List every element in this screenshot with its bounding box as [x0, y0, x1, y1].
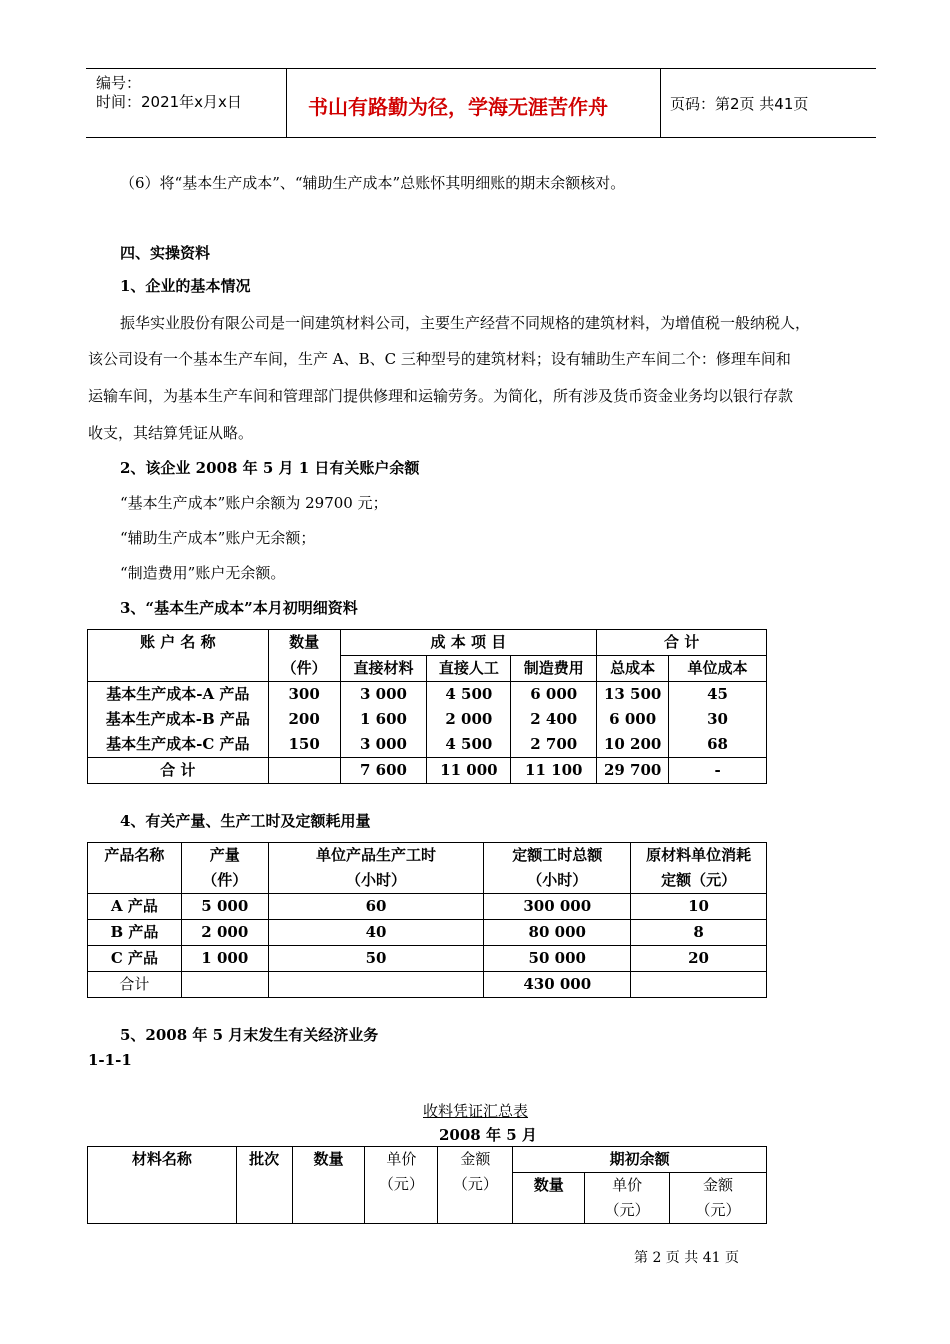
cell: 300 — [268, 682, 340, 708]
header-total-cost: 总成本 — [597, 656, 669, 682]
table-row — [88, 894, 767, 920]
balance-line: “辅助生产成本”账户无余额； — [120, 529, 316, 547]
header-material-quota-unit: 定额（元） — [631, 868, 767, 894]
balance-line: “基本生产成本”账户余额为 29700 元； — [120, 494, 388, 512]
header-amount-label: 金额 — [460, 1150, 491, 1168]
cell: 45 — [669, 682, 767, 708]
header-price — [365, 1147, 438, 1224]
header-total-hours-unit: （小时） — [484, 868, 631, 894]
cell: 6 000 — [511, 682, 597, 708]
table-row — [88, 732, 767, 758]
cell: 4 500 — [427, 682, 511, 708]
voucher-code: 1-1-1 — [88, 1051, 132, 1069]
document-time: 时间：2021年x月x日 — [96, 93, 242, 111]
cell: 基本生产成本-B 产品 — [88, 707, 269, 732]
section-4-heading: 四、实操资料 — [120, 244, 211, 262]
header-amount-unit: （元） — [452, 1175, 498, 1193]
header-total: 合 计 — [597, 630, 767, 656]
header-opening-qty: 数量 — [513, 1173, 585, 1224]
header-opening-balance: 期初余额 — [513, 1147, 767, 1173]
cell: - — [669, 758, 767, 784]
header-opening-amount — [670, 1173, 767, 1224]
header-qty: 数量 — [292, 1147, 365, 1224]
header-amount — [438, 1147, 513, 1224]
cell: 6 000 — [597, 707, 669, 732]
header-page-info: 页码：第2页 共41页 — [670, 95, 809, 113]
header-opening-price-label: 单价 — [612, 1176, 643, 1194]
header-total-hours: 定额工时总额 — [484, 843, 631, 869]
header-opening-amount-label: 金额 — [703, 1176, 734, 1194]
cell: 合 计 — [88, 758, 269, 784]
cell: 68 — [669, 732, 767, 758]
cell: 300 000 — [484, 894, 631, 920]
table3-subtitle: 2008 年 5 月 — [439, 1126, 537, 1144]
header-divider — [286, 69, 287, 137]
item-6-text: （6）将“基本生产成本”、“辅助生产成本”总账怀其明细账的期末余额核对。 — [120, 174, 626, 192]
cell: 40 — [268, 920, 484, 946]
header-unit-hours: 单位产品生产工时 — [268, 843, 484, 869]
cell: 20 — [631, 946, 767, 972]
paragraph-line: 收支，其结算凭证从略。 — [88, 424, 254, 442]
cell: 29 700 — [597, 758, 669, 784]
cell: 2 000 — [181, 920, 268, 946]
header-cost-items: 成 本 项 目 — [340, 630, 597, 656]
cell: 430 000 — [484, 972, 631, 998]
cell: 13 500 — [597, 682, 669, 708]
cell: 50 — [268, 946, 484, 972]
production-quota-table — [87, 842, 767, 998]
cell: 80 000 — [484, 920, 631, 946]
material-receipt-table — [87, 1146, 767, 1224]
cell: 1 000 — [181, 946, 268, 972]
cell: 3 000 — [340, 732, 427, 758]
header-price-unit: （元） — [378, 1175, 424, 1193]
header-price-label: 单价 — [386, 1150, 417, 1168]
header-divider — [660, 69, 661, 137]
cell: 8 — [631, 920, 767, 946]
document-number: 编号： — [96, 74, 142, 92]
header-material: 材料名称 — [88, 1147, 237, 1224]
cell: 10 200 — [597, 732, 669, 758]
header-direct-material: 直接材料 — [340, 656, 427, 682]
header-account: 账 户 名 称 — [88, 630, 269, 682]
table-row — [88, 707, 767, 732]
table-row — [88, 920, 767, 946]
cell: 11 000 — [427, 758, 511, 784]
header-unit-cost: 单位成本 — [669, 656, 767, 682]
subsection-3-heading: 3、“基本生产成本”本月初明细资料 — [120, 599, 358, 617]
cell — [631, 972, 767, 998]
cell: 60 — [268, 894, 484, 920]
cell: 11 100 — [511, 758, 597, 784]
cell: 2 400 — [511, 707, 597, 732]
header-opening-price — [585, 1173, 670, 1224]
header-batch: 批次 — [236, 1147, 292, 1224]
header-qty-unit: （件） — [268, 656, 340, 682]
opening-cost-table — [87, 629, 767, 784]
page-header — [86, 68, 876, 138]
subsection-4-heading: 4、有关产量、生产工时及定额耗用量 — [120, 812, 371, 830]
cell: C 产品 — [88, 946, 182, 972]
cell: 200 — [268, 707, 340, 732]
header-manufacturing: 制造费用 — [511, 656, 597, 682]
cell: 4 500 — [427, 732, 511, 758]
header-qty-unit: （件） — [181, 868, 268, 894]
cell: 5 000 — [181, 894, 268, 920]
header-motto: 书山有路勤为径，学海无涯苦作舟 — [308, 95, 608, 119]
header-qty: 产量 — [181, 843, 268, 869]
cell: A 产品 — [88, 894, 182, 920]
cell: B 产品 — [88, 920, 182, 946]
header-product-name: 产品名称 — [88, 843, 182, 894]
cell — [181, 972, 268, 998]
cell: 7 600 — [340, 758, 427, 784]
table-total-row — [88, 758, 767, 784]
cell — [268, 972, 484, 998]
paragraph-line: 该公司设有一个基本生产车间，生产 A、B、C 三种型号的建筑材料；设有辅助生产车间二个：修理车间和 — [88, 350, 791, 368]
cell: 2 000 — [427, 707, 511, 732]
table-row — [88, 682, 767, 708]
page-footer: 第 2 页 共 41 页 — [634, 1250, 739, 1266]
cell: 基本生产成本-A 产品 — [88, 682, 269, 708]
paragraph-line: 振华实业股份有限公司是一间建筑材料公司，主要生产经营不同规格的建筑材料，为增值税一般纳税人， — [120, 314, 811, 332]
header-qty: 数量 — [268, 630, 340, 656]
cell: 2 700 — [511, 732, 597, 758]
cell: 150 — [268, 732, 340, 758]
table-total-row — [88, 972, 767, 998]
subsection-1-heading: 1、企业的基本情况 — [120, 277, 251, 295]
cell: 基本生产成本-C 产品 — [88, 732, 269, 758]
cell: 3 000 — [340, 682, 427, 708]
cell: 合计 — [88, 972, 182, 998]
header-opening-amount-unit: （元） — [695, 1201, 741, 1219]
balance-line: “制造费用”账户无余额。 — [120, 564, 286, 582]
header-direct-labor: 直接人工 — [427, 656, 511, 682]
header-unit-hours-unit: （小时） — [268, 868, 484, 894]
cell: 10 — [631, 894, 767, 920]
paragraph-line: 运输车间，为基本生产车间和管理部门提供修理和运输劳务。为简化，所有涉及货币资金业务均以银行存款 — [88, 387, 794, 405]
header-opening-price-unit: （元） — [604, 1201, 650, 1219]
table3-title: 收料凭证汇总表 — [423, 1102, 529, 1120]
cell: 50 000 — [484, 946, 631, 972]
table-row — [88, 946, 767, 972]
subsection-2-heading: 2、该企业 2008 年 5 月 1 日有关账户余额 — [120, 459, 420, 477]
cell — [268, 758, 340, 784]
cell: 30 — [669, 707, 767, 732]
header-material-quota: 原材料单位消耗 — [631, 843, 767, 869]
subsection-5-heading: 5、2008 年 5 月末发生有关经济业务 — [120, 1026, 379, 1044]
cell: 1 600 — [340, 707, 427, 732]
